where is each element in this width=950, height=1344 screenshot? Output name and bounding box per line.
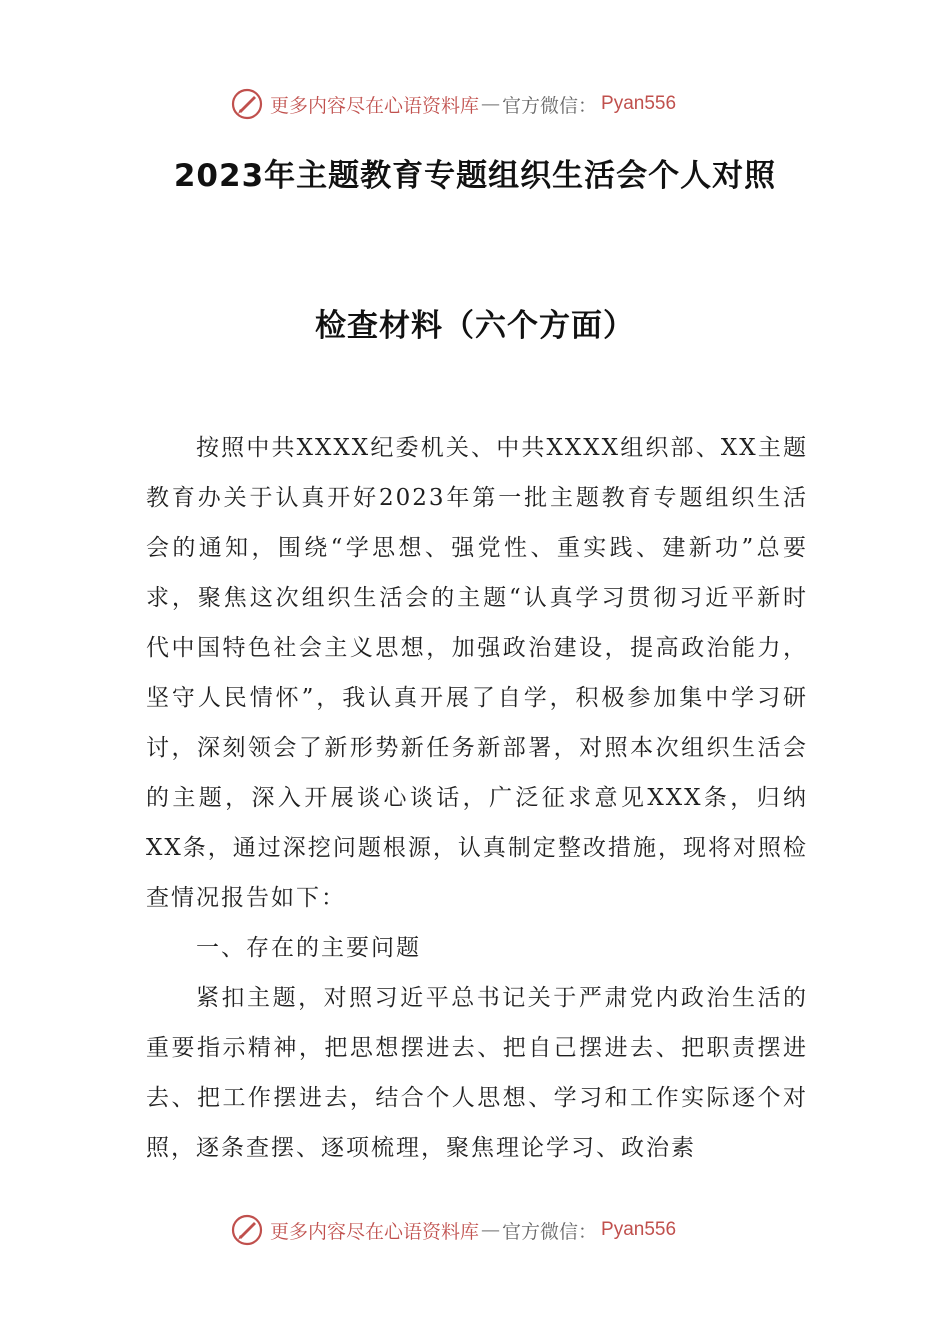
- intro-paragraph: 按照中共XXXX纪委机关、中共XXXX组织部、XX主题教育办关于认真开好2023年第一批主题教育专题组织生活会的通知，围绕“学思想、强党性、重实践、建新功”总要求，聚焦这次组织生活会的主题“认真学习贯彻习近平新时代中国特色社会主义思想，加强政治建设，提高政治能力，坚守人民情怀”，我认真开展了自学，积极参加集中学习研讨，深刻领会了新形势新任务新部署，对照本次组织生活会的主题，深入开展谈心谈话，广泛征求意见XXX条，归纳XX条，通过深挖问题根源，认真制定整改措施，现将对照检查情况报告如下：: [146, 435, 808, 911]
- watermark-text: 更多内容尽在心语资料库: [270, 94, 480, 117]
- footer-watermark: [230, 1210, 730, 1250]
- watermark-separator: —: [481, 1219, 501, 1241]
- watermark-separator: —: [481, 93, 501, 115]
- section-heading: 一、存在的主要问题: [196, 935, 421, 961]
- watermark-wechat-id: Pyan556: [601, 1219, 677, 1240]
- pen-circle-logo-icon: [230, 1213, 264, 1247]
- pen-circle-logo-icon: [230, 87, 264, 121]
- document-title-line-1: 2023年主题教育专题组织生活会个人对照: [173, 158, 777, 194]
- document-body: [146, 423, 808, 1173]
- watermark-official-label: 官方微信：: [502, 94, 598, 117]
- document-title-line-2: 检查材料（六个方面）: [315, 308, 635, 344]
- watermark-official-label: 官方微信：: [502, 1220, 598, 1243]
- watermark-wechat-id: Pyan556: [601, 93, 677, 114]
- watermark-text: 更多内容尽在心语资料库: [270, 1220, 480, 1243]
- section-paragraph: 紧扣主题，对照习近平总书记关于严肃党内政治生活的重要指示精神，把思想摆进去、把自己摆进去、把职责摆进去、把工作摆进去，结合个人思想、学习和工作实际逐个对照，逐条查摆、逐项梳理，聚焦理论学习、政治素: [146, 985, 808, 1161]
- header-watermark: [230, 84, 730, 124]
